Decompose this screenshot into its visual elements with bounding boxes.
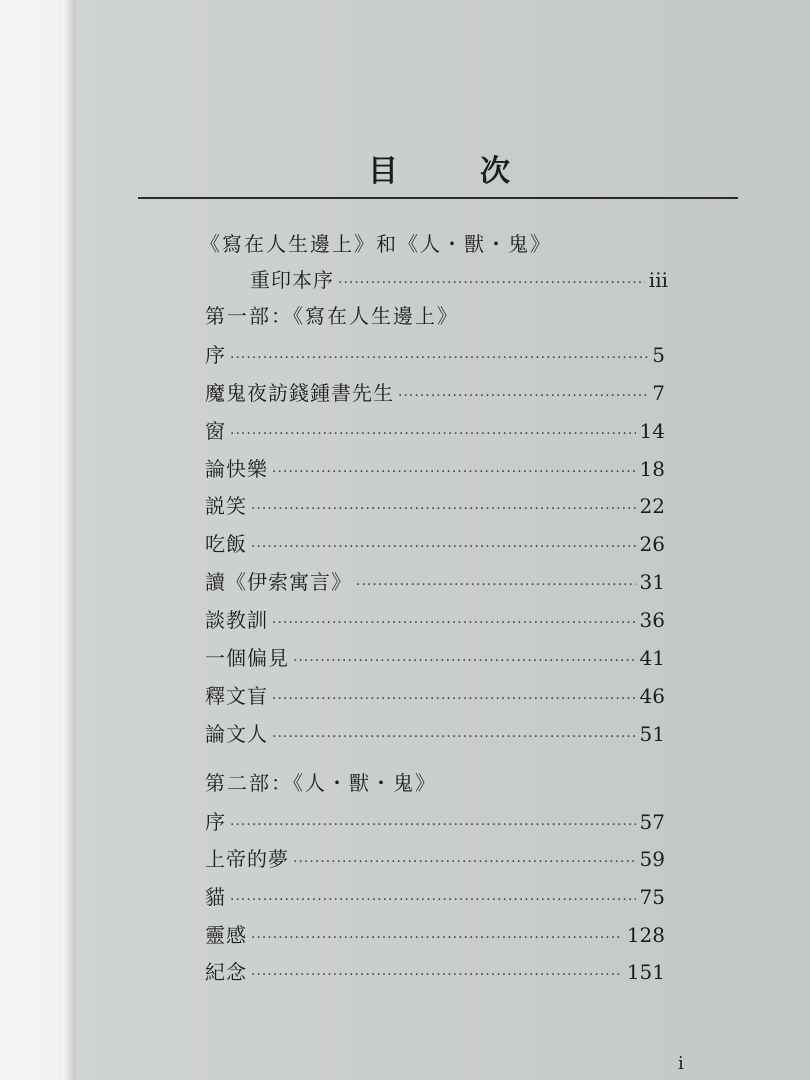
toc-entry-title: 魔鬼夜訪錢鍾書先生 — [205, 381, 394, 405]
toc-entry-page: 51 — [639, 722, 665, 746]
toc-entry-title: 貓 — [205, 885, 226, 909]
toc-entry-preface — [250, 264, 668, 294]
toc-entry-page: 36 — [639, 608, 665, 632]
toc-entry-title: 釋文盲 — [205, 684, 268, 708]
leader-dots — [293, 854, 636, 870]
toc-entry-page: 151 — [626, 960, 665, 984]
toc-entry — [205, 718, 665, 748]
toc-entry-title: 重印本序 — [250, 268, 334, 292]
leader-dots — [230, 892, 636, 908]
leader-dots — [272, 691, 636, 707]
page-number: i — [678, 1053, 684, 1074]
toc-entry — [205, 339, 665, 369]
toc-entry-title: 靈感 — [205, 923, 247, 947]
toc-entry — [205, 453, 665, 483]
toc-entry — [205, 604, 665, 634]
leader-dots — [272, 729, 636, 745]
toc-entry-title: 論文人 — [205, 722, 268, 746]
title-char-1: 目 — [368, 154, 400, 189]
part1-heading: 第一部：《寫在人生邊上》 — [205, 304, 459, 328]
leader-dots — [272, 615, 636, 631]
leader-dots — [398, 388, 648, 404]
toc-entry-title: 上帝的夢 — [205, 847, 289, 871]
toc-entry — [205, 956, 665, 986]
toc-entry-page: 59 — [639, 847, 665, 871]
leader-dots — [272, 464, 636, 480]
toc-entry — [205, 490, 665, 520]
toc-entry-title: 窗 — [205, 419, 226, 443]
toc-entry — [205, 642, 665, 672]
toc-entry-title: 紀念 — [205, 960, 247, 984]
toc-entry-page: 7 — [652, 381, 665, 405]
toc-entry — [205, 843, 665, 873]
toc-entry — [205, 881, 665, 911]
toc-entry-page: 18 — [639, 457, 665, 481]
toc-entry — [205, 528, 665, 558]
toc-entry-page: 31 — [639, 570, 665, 594]
leader-dots — [230, 426, 636, 442]
preface-heading: 《寫在人生邊上》和《人・獸・鬼》 — [200, 232, 552, 256]
leader-dots — [230, 817, 636, 833]
toc-entry-title: 談教訓 — [205, 608, 268, 632]
toc-entry — [205, 919, 665, 949]
leader-dots — [356, 577, 636, 593]
toc-entry-page: 128 — [626, 923, 665, 947]
leader-dots — [251, 501, 636, 517]
toc-entry — [205, 377, 665, 407]
toc-entry-title: 讀《伊索寓言》 — [205, 570, 352, 594]
toc-entry-title: 論快樂 — [205, 457, 268, 481]
toc-entry-page: 41 — [639, 646, 665, 670]
leader-dots — [251, 967, 623, 983]
toc-entry — [205, 806, 665, 836]
toc-entry — [205, 680, 665, 710]
toc-entry-page: 14 — [639, 419, 665, 443]
toc-entry — [205, 566, 665, 596]
leader-dots — [251, 930, 623, 946]
toc-entry-page: 22 — [639, 494, 665, 518]
part2-heading: 第二部：《人・獸・鬼》 — [205, 771, 437, 795]
toc-entry-page: iii — [648, 268, 668, 292]
toc-entry-title: 吃飯 — [205, 532, 247, 556]
toc-entry-page: 26 — [639, 532, 665, 556]
toc-entry-page: 5 — [652, 343, 665, 367]
toc-entry-page: 57 — [639, 810, 665, 834]
leader-dots — [338, 275, 645, 291]
title-char-2: 次 — [480, 154, 512, 189]
leader-dots — [293, 653, 636, 669]
toc-entry-title: 序 — [205, 343, 226, 367]
leader-dots — [230, 350, 648, 366]
toc-entry-page: 46 — [639, 684, 665, 708]
leader-dots — [251, 539, 636, 555]
toc-entry-title: 序 — [205, 810, 226, 834]
toc-entry-title: 説笑 — [205, 494, 247, 518]
toc-entry-title: 一個偏見 — [205, 646, 289, 670]
toc-entry-page: 75 — [639, 885, 665, 909]
toc-entry — [205, 415, 665, 445]
